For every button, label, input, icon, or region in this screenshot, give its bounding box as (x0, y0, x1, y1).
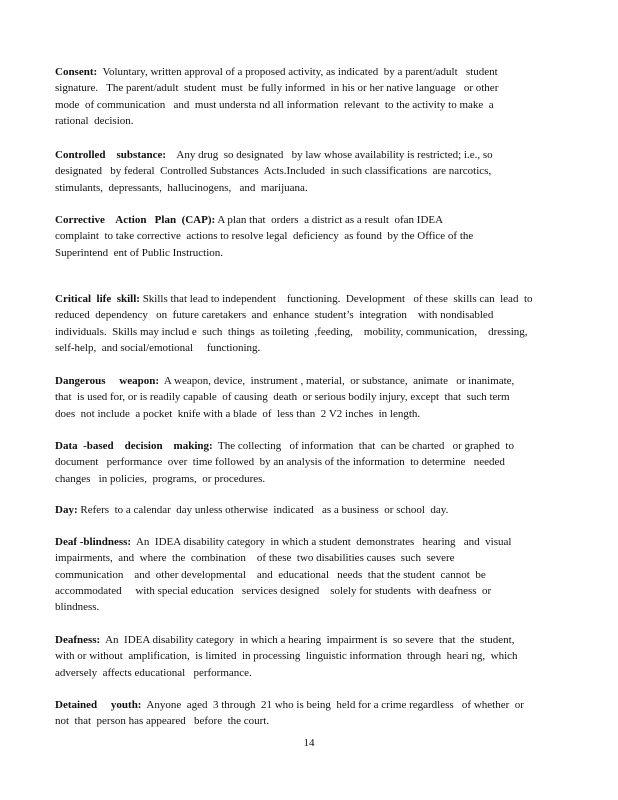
entry-text: An IDEA disability category in which a student demonstrates hearing and visual (131, 536, 512, 548)
entry-line (55, 147, 565, 163)
entry-text: Skills that lead to independent functioning. Development of these skills can lead to (139, 293, 533, 305)
entry-line: that is used for, or is readily capable of causing death or serious bodily injury, except that such term (55, 391, 510, 404)
entry-text: Refers to a calendar day unless otherwise indicated as a business or school day. (77, 504, 449, 516)
entry-text: An IDEA disability category in which a hearing impairment is so severe that the student, (100, 634, 515, 646)
entry-text: A plan that orders a district as a result ofan IDEA (215, 214, 444, 226)
entry-line: rational decision. (55, 114, 134, 127)
entry-text: A weapon, device, instrument , material, or substance, animate or inanimate, (159, 375, 515, 387)
entry-line: signature. The parent/adult student must be fully informed in his or her native language or other (55, 82, 499, 95)
entry-line: reduced dependency on future caretakers and enhance student’s integration with nondisabled (55, 309, 494, 322)
entry-line: changes in policies, programs, or procedures. (55, 472, 266, 485)
entry-term: Critical life skill: (55, 293, 140, 305)
page-number: 14 (303, 737, 315, 749)
glossary-entry-day (55, 502, 565, 518)
entry-term: Detained youth: (55, 699, 142, 711)
entry-term: Data -based decision making: (55, 440, 213, 452)
entry-line: with or without amplification, is limited in processing linguistic information through heari ng, which (55, 650, 518, 663)
entry-text: Anyone aged 3 through 21 who is being held for a crime regardless of whether or (141, 699, 524, 711)
entry-text: Any drug so designated by law whose availability is restricted; i.e., so (166, 149, 493, 161)
entry-term: Controlled substance: (55, 149, 167, 161)
glossary-entry-critical-life-skill (55, 291, 565, 356)
entry-line: accommodated with special education services designed solely for students with deafness or (55, 584, 492, 597)
entry-line (55, 373, 565, 389)
entry-line (55, 632, 565, 648)
entry-line: stimulants, depressants, hallucinogens, and marijuana. (55, 181, 308, 194)
entry-line: designated by federal Controlled Substances Acts.Included in such classifications are narcotics, (55, 165, 492, 178)
entry-term: Day: (55, 504, 78, 516)
glossary-entry-deafness (55, 632, 565, 681)
entry-line: complaint to take corrective actions to resolve legal deficiency as found by the Office of the (55, 230, 474, 243)
glossary-entry-dangerous-weapon (55, 373, 565, 422)
entry-term: Deaf -blindness: (55, 536, 132, 548)
entry-line: Superintend ent of Public Instruction. (55, 246, 224, 259)
entry-line (55, 502, 565, 518)
entry-line: blindness. (55, 601, 100, 614)
entry-line: not that person has appeared before the court. (55, 715, 270, 728)
entry-term: Dangerous weapon: (55, 375, 160, 387)
entry-line (55, 438, 565, 454)
entry-term: Corrective Action Plan (CAP): (55, 214, 216, 226)
entry-line (55, 64, 565, 80)
glossary-entry-detained-youth (55, 697, 565, 730)
entry-line (55, 534, 565, 550)
entry-line (55, 212, 565, 228)
entry-term: Deafness: (55, 634, 101, 646)
entry-line: document performance over time followed by an analysis of the information to determine needed (55, 456, 505, 469)
entry-line: self-help, and social/emotional functioning. (55, 341, 261, 354)
entry-term: Consent: (55, 66, 98, 78)
entry-text: The collecting of information that can be charted or graphed to (212, 440, 514, 452)
entry-line: mode of communication and must understa nd all information relevant to the activity to make a (55, 98, 494, 111)
glossary-entry-data-based-decision-making (55, 438, 565, 487)
glossary-entry-controlled-substance (55, 147, 565, 196)
entry-text: Voluntary, written approval of a proposed activity, as indicated by a parent/adult student (97, 66, 498, 78)
entry-line: individuals. Skills may includ e such things as toileting ,feeding, mobility, communication, dressing, (55, 325, 528, 338)
glossary-entry-corrective-action-plan (55, 212, 565, 261)
entry-line: impairments, and where the combination of these two disabilities causes such severe (55, 552, 455, 565)
glossary-entry-deaf-blindness (55, 534, 565, 615)
entry-line (55, 291, 565, 307)
entry-line (55, 697, 565, 713)
entry-line: does not include a pocket knife with a blade of less than 2 V2 inches in length. (55, 407, 421, 420)
entry-line: adversely affects educational performance. (55, 666, 252, 679)
entry-line: communication and other developmental and educational needs that the student cannot be (55, 568, 486, 581)
glossary-entry-consent (55, 64, 565, 129)
